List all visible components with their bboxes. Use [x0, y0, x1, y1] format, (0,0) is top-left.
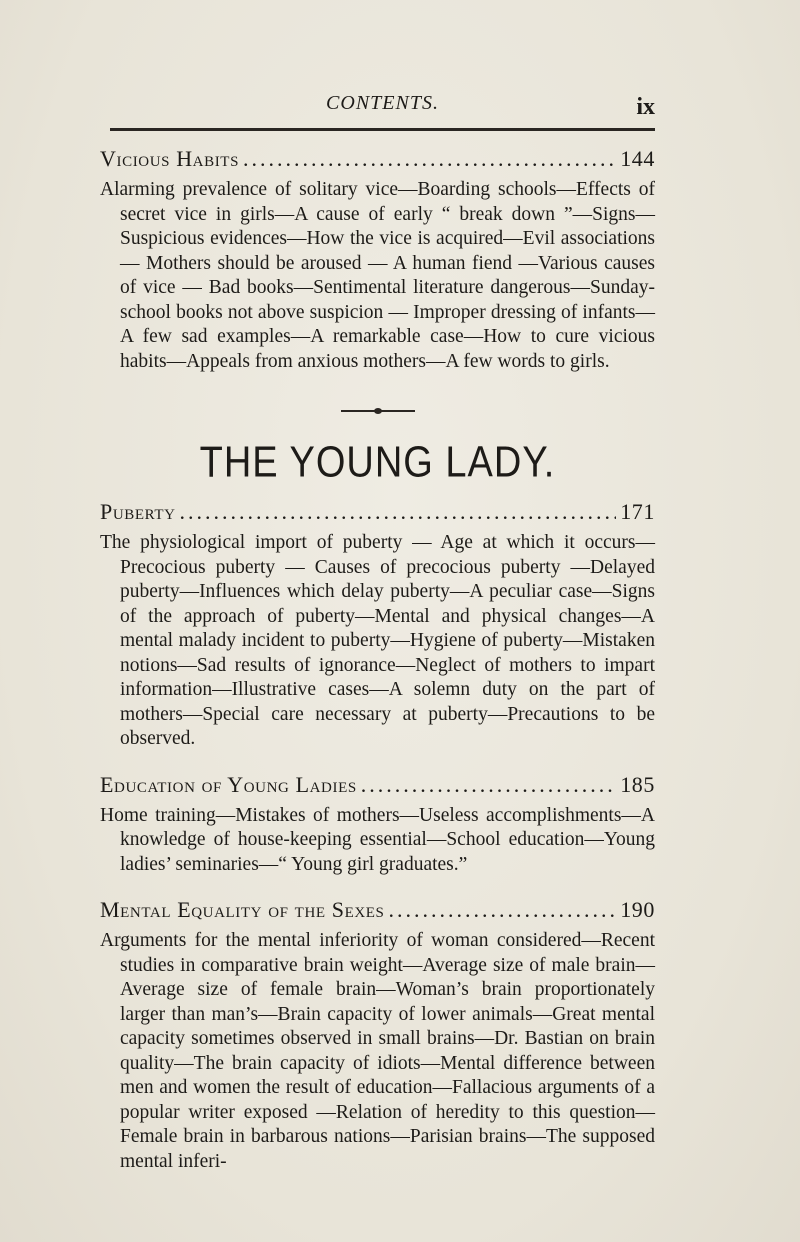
leader-dots: [388, 897, 616, 923]
contents-body: [100, 132, 655, 1174]
toc-entry-puberty: [100, 499, 655, 752]
running-head: [110, 92, 655, 122]
leader-dots: [180, 499, 617, 525]
toc-entry-summary: The physiological import of puberty — Age at which it occurs—Precocious puberty — Causes of precocious puberty —Delayed puberty—Influences which delay puberty—A peculiar case—Signs of the approach of puberty—Mental and physical changes—A mental malady incident to puberty—Hygiene of puberty—Mistaken notions—Sad results of ignorance—Neglect of mothers to impart information—Illustrative cases—A solemn duty on the part of mothers—Special care necessary at puberty—Precautions to be observed.: [100, 532, 655, 749]
toc-entry-education-of-young-ladies: [100, 772, 655, 878]
toc-entry-heading: [100, 499, 655, 525]
toc-entry-title: Mental Equality of the Sexes: [100, 897, 385, 922]
ornamental-divider: [341, 410, 415, 412]
leader-dots: [243, 146, 616, 172]
toc-entry-mental-equality-of-the-sexes: [100, 897, 655, 1174]
toc-entry-heading: [100, 772, 655, 798]
toc-entry-title: Vicious Habits: [100, 146, 240, 171]
toc-entry-title: Education of Young Ladies: [100, 771, 357, 797]
toc-entry-heading: [100, 146, 655, 172]
running-title: CONTENTS.: [326, 92, 439, 114]
leader-dots: [361, 772, 616, 798]
toc-entry-page: 190: [620, 897, 655, 922]
toc-entry-heading: [100, 897, 655, 923]
toc-entry-summary: Alarming prevalence of solitary vice—Boarding schools—Effects of secret vice in girls—A cause of early “ break down ”—Signs—Suspicious evidences—How the vice is acquired—Evil associations — Mothers should be aroused — A human fiend —Various causes of vice — Bad books—Sentimental literature dangerous—Sunday-school books not above suspicion — Improper dressing of infants—A few sad examples—A remarkable case—How to cure vicious habits—Appeals from anxious mothers—A few words to girls.: [100, 179, 655, 372]
toc-entry-page: 144: [620, 146, 655, 171]
toc-entry-summary: Arguments for the mental inferiority of woman considered—Recent studies in comparative brain weight—Average size of male brain—Average size of female brain—Woman’s brain proportionately larger than man’s—Brain capacity of lower animals—Great mental capacity sometimes observed in small brains—Dr. Bastian on brain quality—The brain capacity of idiots—Mental difference between men and women the result of education—Fallacious arguments of a popular writer exposed —Relation of heredity to this question—Female brain in barbarous nations—Parisian brains—The supposed mental inferi-: [100, 930, 655, 1172]
part-title: THE YOUNG LADY.: [199, 438, 556, 488]
toc-entry-vicious-habits: [100, 146, 655, 374]
toc-entry-page: 185: [620, 771, 655, 797]
header-rule: [110, 128, 655, 131]
page-number: ix: [636, 94, 655, 120]
toc-entry-page: 171: [620, 499, 655, 524]
toc-entry-title: Puberty: [100, 499, 176, 524]
toc-entry-summary: Home training—Mistakes of mothers—Useless accomplishments—A knowledge of house-keeping essential—School education—Young ladies’ seminaries—“ Young girl graduates.”: [100, 804, 655, 875]
